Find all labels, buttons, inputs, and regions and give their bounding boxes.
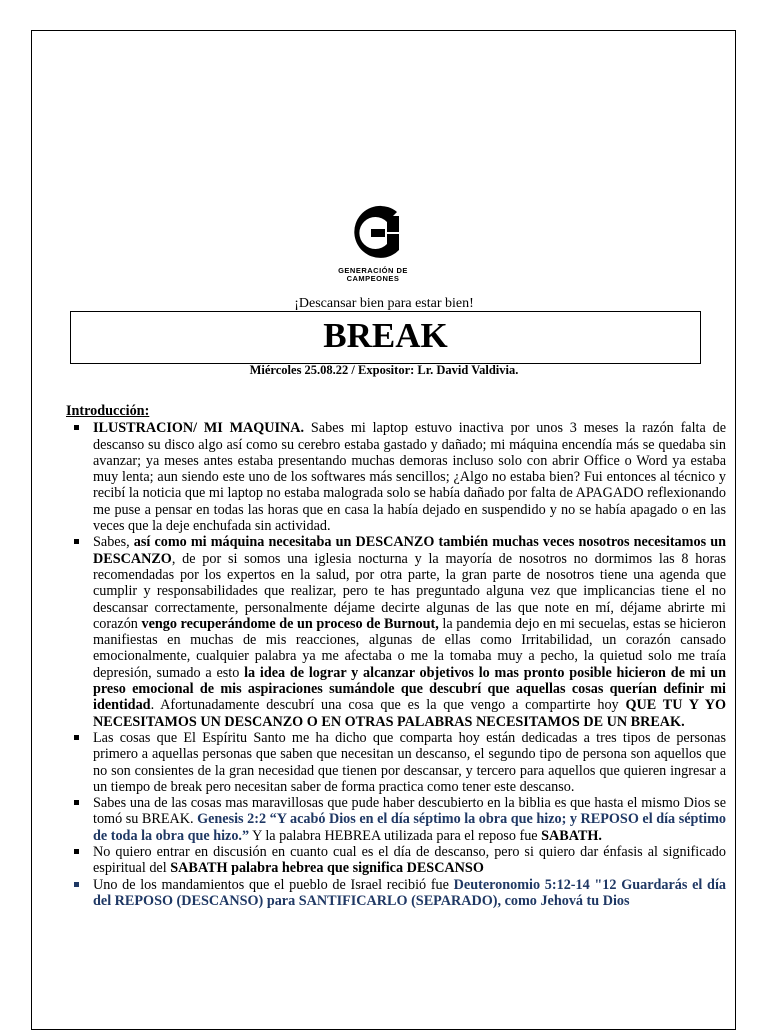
p1-text: Sabes mi laptop estuvo inactiva por unos 3 meses la razón falta de descanso su disco algo así como su cerebro estaba gastado y dañado; mi máquina encendía más se quedaba sin avanzar; ya meses antes estaba presentando muchas demoras incluso solo con abrir Office o Word ya estaba muy lenta; aun siendo este uno de los softwares más sencillos; ¿Algo no estaba bien? Fui entonces al técnico y recibí la noticia que mi laptop no estaba malograda solo se había dañado por falta de APAGADO reflexionando me puse a pensar en todas las horas que en casa la había dejado en suspendido y no se había apagado o en las veces que la deje enchufada sin actividad. [93,420,726,535]
page-title: BREAK [323,316,448,355]
tagline: ¡Descansar bien para estar bien! [294,296,474,311]
p5-t1: No quiero entrar en discusión en cuanto cual es el día de descanso, pero si quiero dar énfasis al significado espiritual del [93,844,726,877]
p4-scripture: Genesis 2:2 “Y acabó Dios en el día séptimo la obra que hizo; y REPOSO el día séptimo de toda la obra que hizo.” [93,811,726,844]
list-item [66,420,726,534]
p4-t2: Y la palabra HEBREA utilizada para el reposo fue [249,827,542,844]
bullet-icon [74,800,79,805]
p2-b2: vengo recuperándome de un proceso de Burnout, [141,615,439,632]
bullet-icon [74,425,79,430]
gc-logo-icon [343,204,403,262]
p5-b1: SABATH palabra hebrea que significa DESCANSO [170,860,484,877]
p4-t1: Sabes una de las cosas mas maravillosas que pude haber descubierto en la biblia es que hasta el mismo Dios se tomó su BREAK. [93,795,726,828]
p6-t1: Uno de los mandamientos que el pueblo de Israel recibió fue [93,876,454,893]
list-item [66,844,726,877]
p2-t3: la pandemia dejo en mi secuelas, estas se hicieron manifiestas en muchas de mis reacciones, algunas de ellas como Irritabilidad, un corazón cansado emocionalmente, cualquier palabra ya me afectaba o me la tomaba muy a pecho, la quietud solo me traía depresión, sumado a esto [93,615,726,681]
p1-bold: ILUSTRACION/ MI MAQUINA. [93,420,305,437]
p2-b3: la idea de lograr y alcanzar objetivos lo mas pronto posible hicieron de mi un preso emocional de mis aspiraciones sumándole que descubrí que aquellas cosas querían definir mi identidad [93,664,726,714]
list-item [66,534,726,730]
bullet-icon [74,849,79,854]
p3-text: Las cosas que El Espíritu Santo me ha dicho que comparta hoy están dedicadas a tres tipos de personas primero a aquellas personas que saben que necesitan un descanso, el segundo tipo de persona son aquellos que no son consientes de la gran necesidad que tienen por descansar, y tercero para aquellos que quieren ingresar a un tiempo de break pero necesitan saber de forma practica como tener este descanso. [93,729,726,795]
subtitle: Miércoles 25.08.22 / Expositor: Lr. David Valdivia. [249,363,519,377]
logo [333,204,413,290]
p2-t2: , de por si somos una iglesia nocturna y la mayoría de nosotros no dormimos las 8 horas recomendadas por los expertos en la salud, por otra parte, la gran parte de nosotros tiene una agenda que cumplir y responsabilidades que realizar, pero te has preguntado alguna vez que implicancias tiene el no descansar correctamente, personalmente déjame decirte algunas de las que note en mí, déjame abrirte mi corazón [93,550,726,632]
bullet-list [66,420,726,909]
p2-t4: . Afortunadamente descubrí una cosa que es la que vengo a compartirte hoy [150,697,626,714]
p2-b1: así como mi máquina necesitaba un DESCANZO también muchas veces nosotros necesitamos un DESCANZO [93,534,726,567]
bullet-icon [74,882,79,887]
p6-scripture: Deuteronomio 5:12-14 "12 Guardarás el día del REPOSO (DESCANSO) para SANTIFICARLO (SEPARADO), como Jehová tu Dios [93,876,726,909]
p2-b4: QUE TU Y YO NECESITAMOS UN DESCANZO O EN OTRAS PALABRAS NECESITAMOS DE UN BREAK. [93,697,726,730]
list-item [66,877,726,910]
logo-line2: CAMPEONES [346,274,400,283]
title-box [70,311,701,364]
list-item [66,795,726,844]
intro-heading: Introducción: [66,403,150,419]
logo-line1: GENERACIÓN DE [338,266,408,275]
p4-b1: SABATH. [541,827,602,844]
bullet-icon [74,539,79,544]
document-body [66,403,726,909]
p2-t1: Sabes, [93,534,134,551]
list-item [66,730,726,795]
bullet-icon [74,735,79,740]
